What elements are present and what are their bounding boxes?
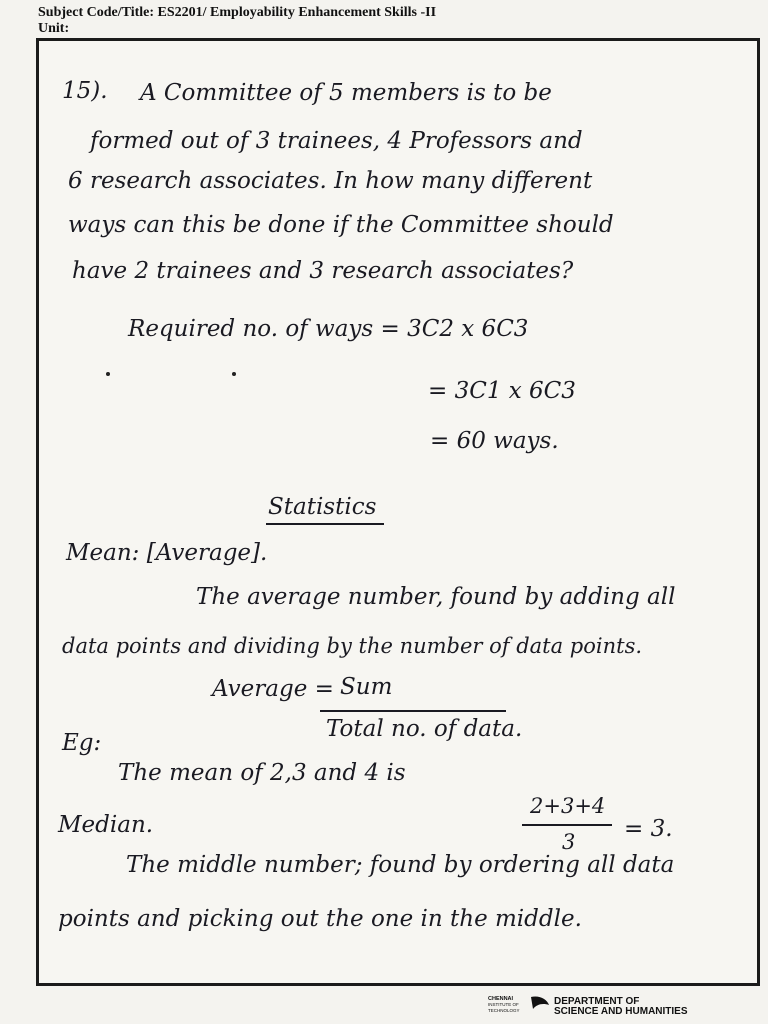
example-numerator: 2+3+4 xyxy=(530,794,606,818)
example-label: Eg: xyxy=(62,730,102,756)
stray-dot xyxy=(106,372,110,376)
problem-line-5: have 2 trainees and 3 research associates? xyxy=(72,258,574,284)
median-line-2: points and picking out the one in the middle. xyxy=(58,906,582,932)
formula-left: Average = xyxy=(212,676,334,702)
median-title: Median. xyxy=(58,812,154,838)
solution-line-1: Required no. of ways = 3C2 x 6C3 xyxy=(128,316,529,342)
mean-line-2: data points and dividing by the number of data points. xyxy=(62,634,643,658)
mean-title: Mean: [Average]. xyxy=(66,540,268,566)
svg-text:CHENNAI: CHENNAI xyxy=(488,996,514,1002)
stray-dot xyxy=(232,372,236,376)
problem-line-4: ways can this be done if the Committee should xyxy=(68,212,614,238)
svg-text:INSTITUTE OF: INSTITUTE OF xyxy=(488,1002,519,1007)
median-line-1: The middle number; found by ordering all data xyxy=(126,852,675,878)
formula-denominator: Total no. of data. xyxy=(326,716,523,742)
mean-line-1: The average number, found by adding all xyxy=(196,584,676,610)
unit-header: Unit: xyxy=(38,21,70,36)
solution-line-2: = 3C1 x 6C3 xyxy=(428,378,576,404)
department-line-1: DEPARTMENT OF xyxy=(554,996,640,1007)
svg-text:TECHNOLOGY: TECHNOLOGY xyxy=(488,1008,520,1013)
institute-logo-icon xyxy=(487,993,551,1017)
example-text: The mean of 2,3 and 4 is xyxy=(118,760,406,786)
example-result: = 3. xyxy=(624,816,673,842)
department-line-2: SCIENCE AND HUMANITIES xyxy=(554,1006,688,1017)
problem-number: 15). xyxy=(62,78,108,104)
problem-line-2: formed out of 3 trainees, 4 Professors and xyxy=(90,128,583,154)
subject-header: Subject Code/Title: ES2201/ Employability Enhancement Skills -II xyxy=(38,5,437,20)
formula-fraction-bar xyxy=(320,710,506,712)
problem-line-1: A Committee of 5 members is to be xyxy=(140,80,552,106)
department-label xyxy=(554,997,688,1017)
statistics-heading: Statistics xyxy=(268,494,377,520)
formula-numerator: Sum xyxy=(340,674,393,700)
heading-underline xyxy=(266,523,384,525)
example-denominator: 3 xyxy=(562,830,576,854)
problem-line-3: 6 research associates. In how many different xyxy=(68,168,593,194)
solution-line-3: = 60 ways. xyxy=(430,428,559,454)
example-fraction-bar xyxy=(522,824,612,826)
